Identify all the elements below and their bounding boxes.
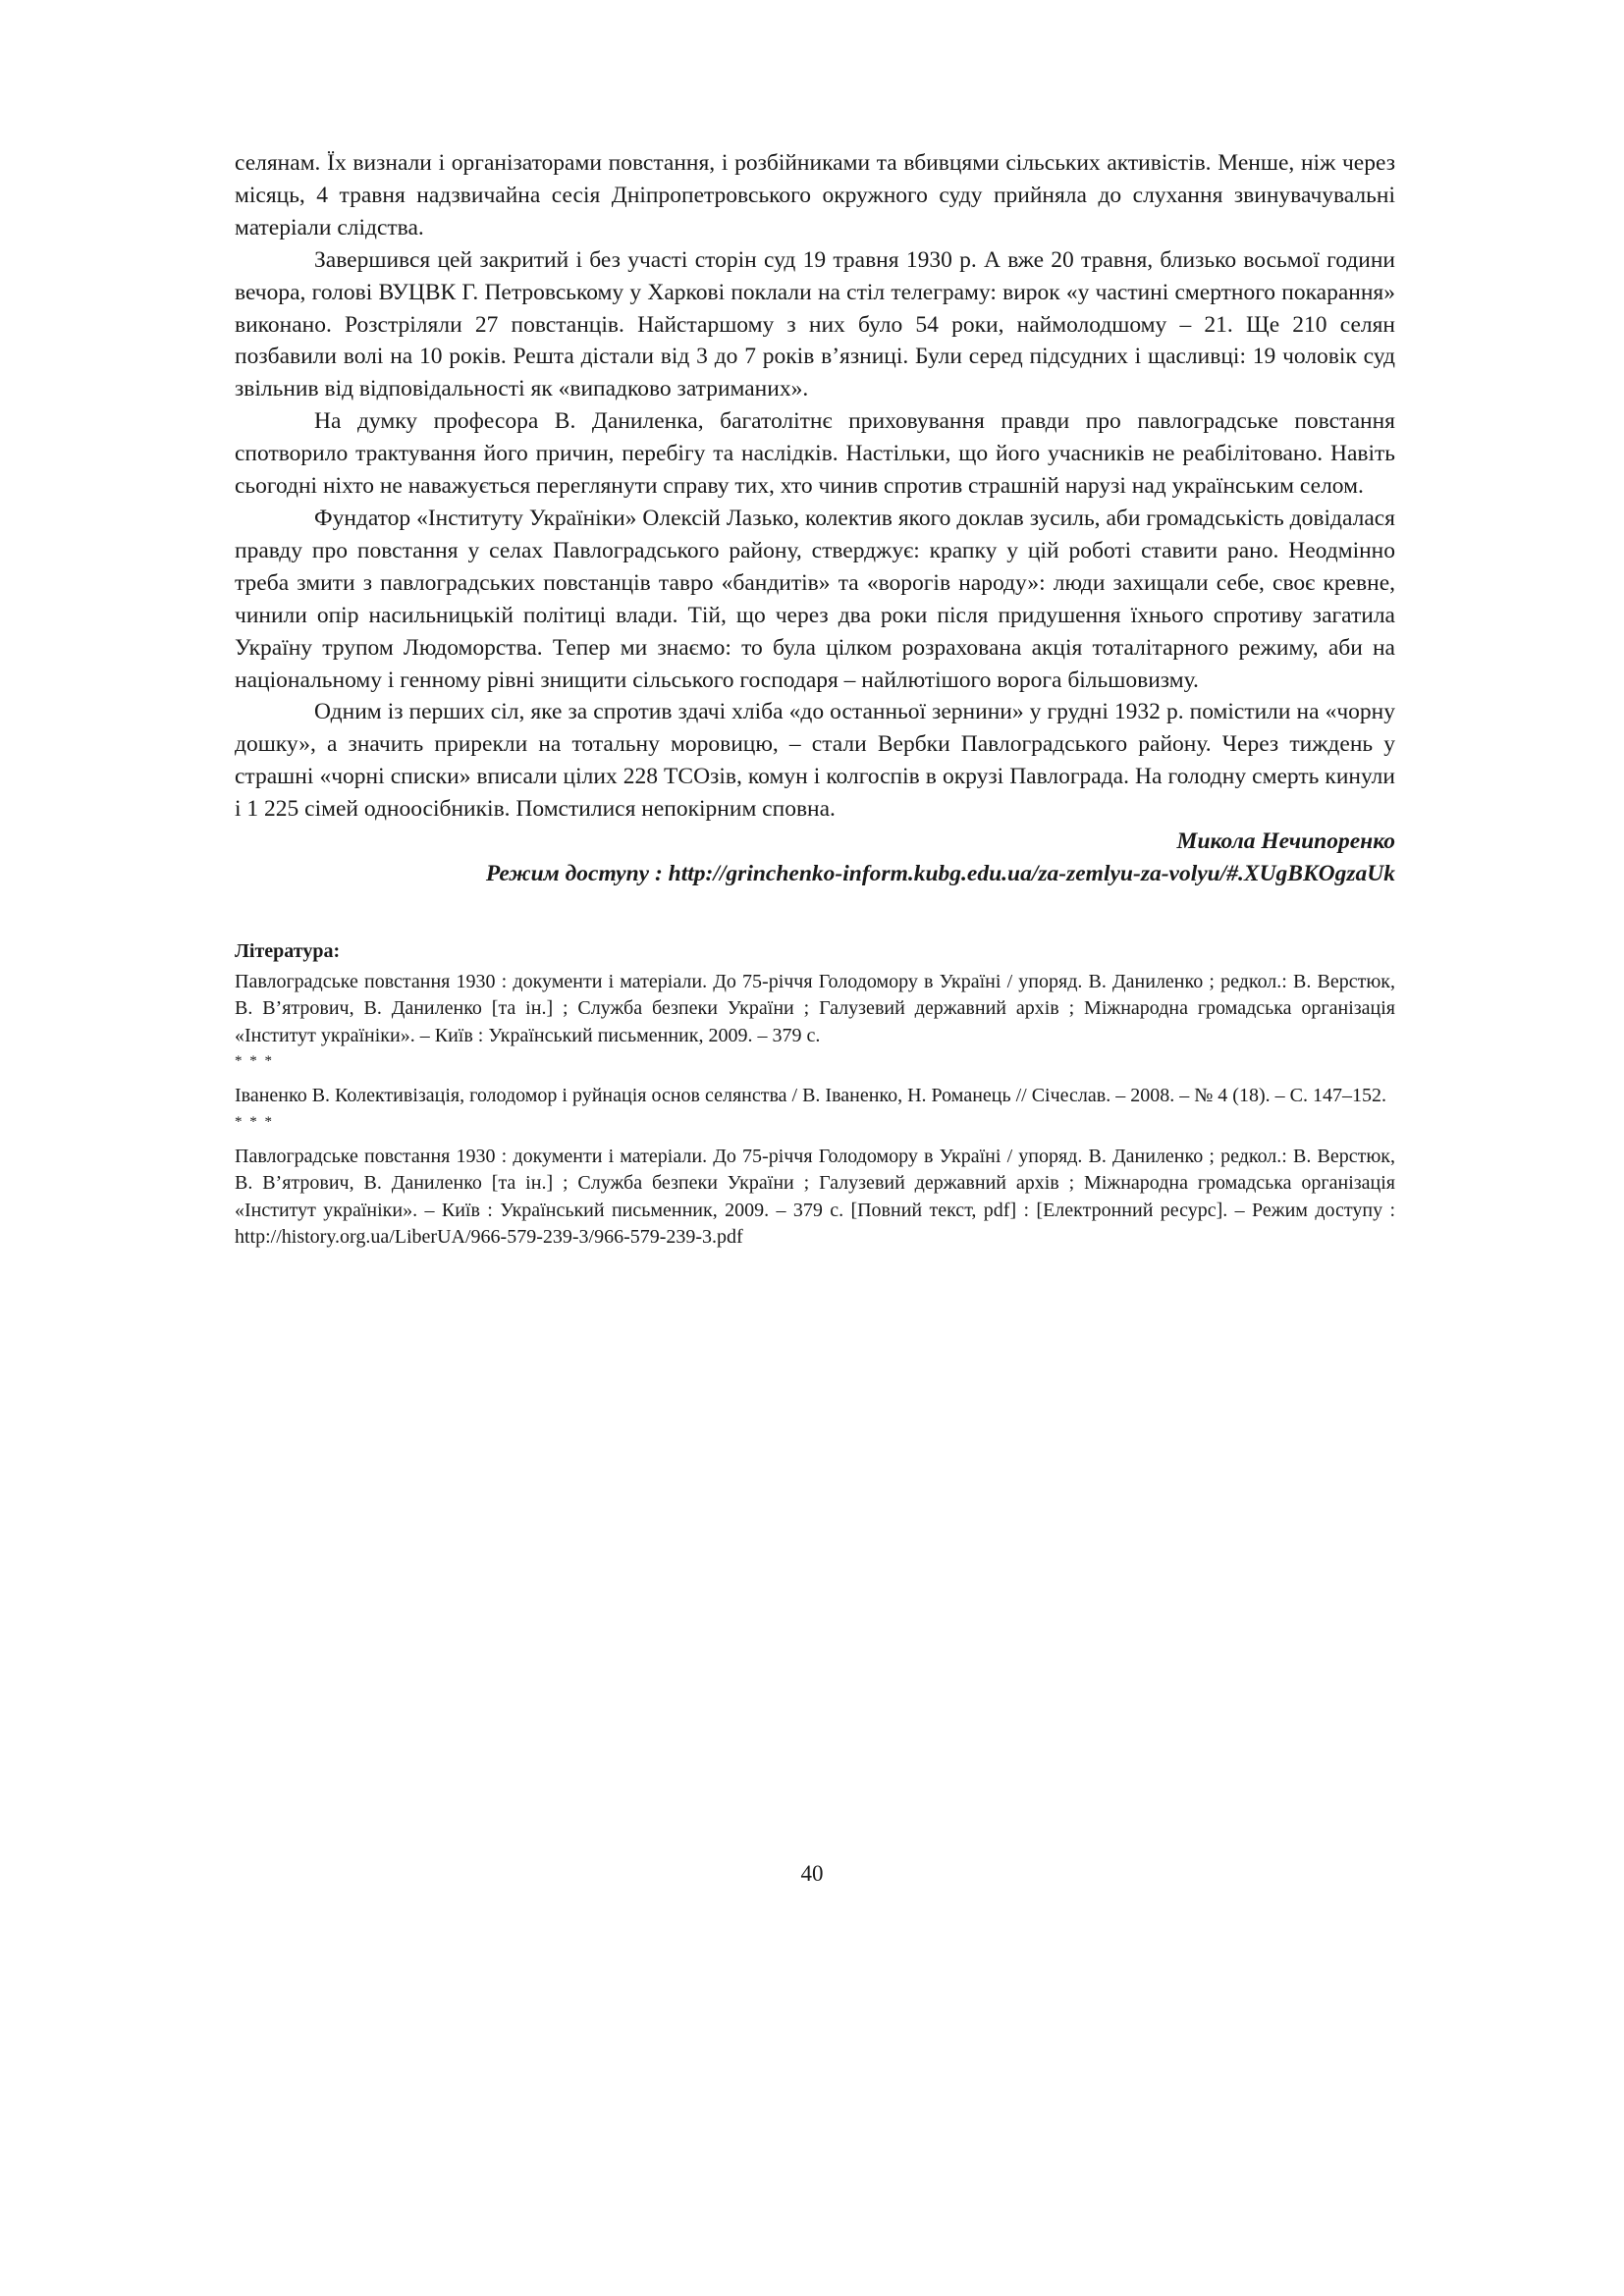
literature-list: [235, 969, 1395, 1252]
author-signature: Микола Нечипоренко: [1176, 828, 1395, 855]
page-number: 40: [800, 1861, 824, 1886]
document-page: [235, 147, 1395, 1252]
article-paragraph: селянам. Їх визнали і організаторами повстання, і розбійниками та вбивцями сільських активістів. Менше, ніж через місяць, 4 травня надзвичайна сесія Дніпропетровського окружного суду прийняла до слухання звинувачувальні матеріали слідства.: [235, 150, 1395, 240]
literature-entry: Павлоградське повстання 1930 : документи і матеріали. До 75-річчя Голодомору в Україні / упоряд. В. Даниленко ; редкол.: В. Верстюк, В. В’ятрович, В. Даниленко [та ін.] ; Служба безпеки України ; Галузевий державний архів ; Міжнародна громадська організація «Інститут україніки». – Київ : Український письменник, 2009. – 379 с. [Повний текст, pdf] : [Електронний ресурс]. – Режим доступу : http://history.org.ua/LiberUA/966-579-239-3/966-579-239-3.pdf: [235, 1145, 1395, 1249]
literature-entry: Павлоградське повстання 1930 : документи і матеріали. До 75-річчя Голодомору в Україні / упоряд. В. Даниленко ; редкол.: В. Верстюк, В. В’ятрович, В. Даниленко [та ін.] ; Служба безпеки України ; Галузевий державний архів ; Міжнародна громадська організація «Інститут україніки». – Київ : Український письменник, 2009. – 379 с.: [235, 970, 1395, 1046]
article-paragraph: Одним із перших сіл, яке за спротив здачі хліба «до останньої зернини» у грудні 1932 р. помістили на «чорну дошку», а значить прирекли на тотальну моровицю, – стали Вербки Павлоградського району. Через тиждень у страшні «чорні списки» вписали цілих 228 ТСОзів, комун і колгоспів в окрузі Павлограда. На голодну смерть кинули і 1 225 сімей одноосібників. Помстилися непокірним сповна.: [235, 699, 1395, 823]
article-body: [235, 147, 1395, 826]
article-paragraph: Завершився цей закритий і без участі сторін суд 19 травня 1930 р. А вже 20 травня, близько восьмої години вечора, голові ВУЦВК Г. Петровському у Харкові поклали на стіл телеграму: вирок «у частині смертного покарання» виконано. Розстріляли 27 повстанців. Найстаршому з них було 54 роки, наймолодшому – 21. Ще 210 селян позбавили волі на 10 років. Решта дістали від 3 до 7 років в’язниці. Були серед підсудних і щасливці: 19 чоловік суд звільнив від відповідальності як «випадково затриманих».: [235, 246, 1395, 402]
entry-separator: * * *: [235, 1053, 274, 1070]
literature-entry: Іваненко В. Колективізація, голодомор і руйнація основ селянства / В. Іваненко, Н. Романець // Січеслав. – 2008. – № 4 (18). – С. 147–152.: [235, 1085, 1386, 1107]
entry-separator: * * *: [235, 1113, 274, 1130]
article-paragraph: На думку професора В. Даниленка, багатолітнє приховування правди про павлоградське повстання спотворило трактування його причин, перебігу та наслідків. Настільки, що його учасників не реабілітовано. Навіть сьогодні ніхто не наважується переглянути справу тих, хто чинив спротив страшній нарузі над українським селом.: [235, 408, 1395, 500]
article-paragraph: Фундатор «Інституту Україніки» Олексій Лазько, колектив якого доклав зусиль, аби громадськість довідалася правду про повстання у селах Павлоградського району, стверджує: крапку у цій роботі ставити рано. Неодмінно треба змити з павлоградських повстанців тавро «бандитів» та «ворогів народу»: люди захищали себе, своє кревне, чинили опір насильницькій політиці влади. Тій, що через два роки після придушення їхнього спротиву загатила Україну трупом Людоморства. Тепер ми знаємо: то була цілком розрахована акція тоталітарного режиму, аби на національному і генному рівні знищити сільського господаря – найлютішого ворога більшовизму.: [235, 505, 1395, 693]
access-link[interactable]: Режим доступу : http://grinchenko-inform.kubg.edu.ua/za-zemlyu-za-volyu/#.XUgBKOgzaUk: [485, 860, 1395, 886]
literature-heading: Література:: [235, 939, 341, 962]
